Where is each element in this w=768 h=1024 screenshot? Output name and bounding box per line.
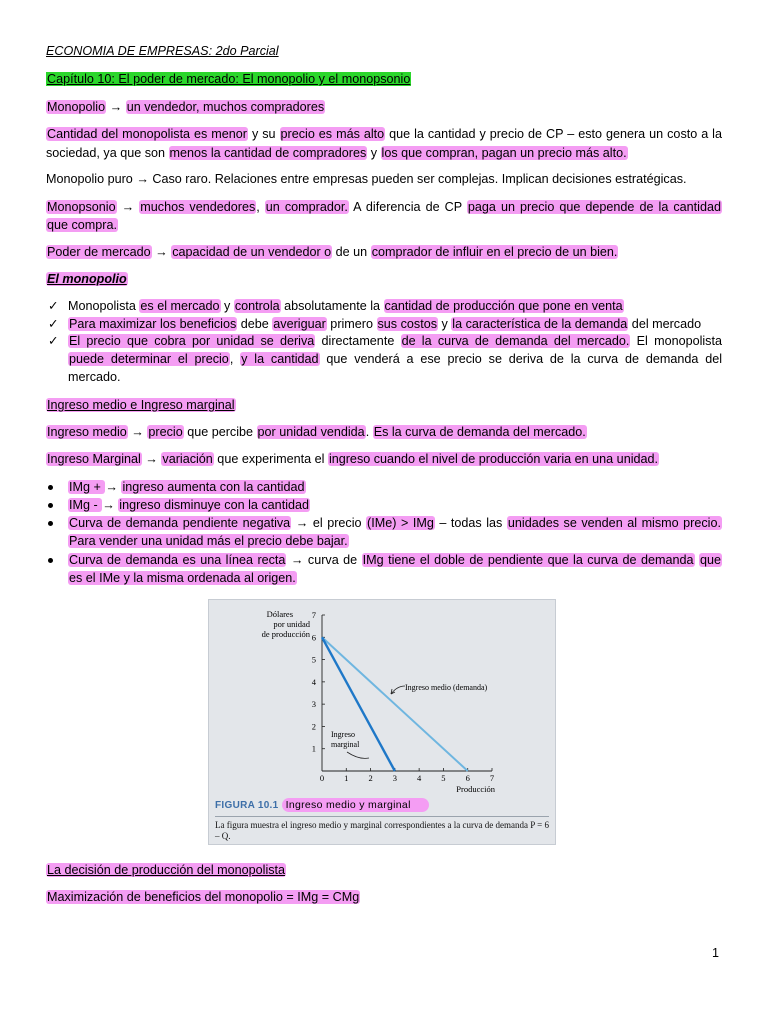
highlight-text: es el IMe y la misma ordenada al origen. [69,571,296,585]
plain-text: sociedad, ya que son [46,146,169,160]
figure-title-text: Ingreso medio y marginal [282,798,429,812]
paragraph-ingreso-marginal [46,450,722,468]
bullet-item-4-line-2 [68,569,722,587]
highlight-text: controla [234,299,280,313]
highlight-text: ingreso aumenta con la cantidad [122,480,305,494]
checkmark-icon: ✓ [48,299,59,313]
label-marginal-line-1: Ingreso [331,730,355,739]
document-title [46,42,722,60]
plain-text: primero [326,317,377,331]
highlight-text: cantidad de producción que pone en venta [384,299,623,313]
highlight-text: de la curva de demanda del mercado. [401,334,630,348]
bullet-icon [48,496,53,514]
highlight-text: (IMe) > IMg [367,516,434,530]
paragraph-monopsonio-line-1 [46,198,722,216]
plain-text: de un [332,245,371,259]
ylabel-line-3: de producción [261,629,310,639]
arrow-text: → [106,100,126,114]
figure-number: FIGURA 10.1 [215,800,279,811]
chapter-title: Capítulo 10: El poder de mercado: El monopolio y el monopsonio [47,72,411,86]
plain-text: El monopolista [630,334,722,348]
highlight-text: IMg tiene el doble de pendiente que la curva de demanda [362,553,694,567]
highlight-text: averiguar [273,317,326,331]
highlight-text: Cantidad del monopolista es menor [47,127,248,141]
bullet-icon [48,514,53,532]
plain-text: , [256,200,265,214]
highlight-text: comprador de influir en el precio de un bien. [371,245,618,259]
highlight-text: y la cantidad [241,352,319,366]
document-title-text: ECONOMIA DE EMPRESAS: 2do Parcial [46,44,279,58]
paragraph-ingreso-medio [46,423,722,441]
section-heading-monopolio [46,270,722,288]
paragraph-poder-mercado [46,243,722,261]
plain-text: y [438,317,452,331]
y-tick-label: 4 [311,676,316,687]
label-pointer-marginal [347,752,369,758]
paragraph-monopolio [46,98,722,116]
y-tick-label: 5 [311,654,316,665]
plain-text: – todas las [434,516,507,530]
highlight-text: ingreso disminuye con la cantidad [119,498,309,512]
plain-text: Monopolio puro → Caso raro. Relaciones entre empresas pueden ser complejas. Implican decisiones estratégicas. [46,172,687,186]
highlight-text: Para maximizar los beneficios [69,317,237,331]
plain-text: y su [248,127,280,141]
y-tick-label: 6 [311,632,316,643]
chart-ticks [312,610,494,783]
check-item-3-line-2 [68,350,722,368]
arrow-text: → [116,200,140,214]
highlight-text: Curva de demanda pendiente negativa [69,516,291,530]
x-tick-label: 3 [392,773,397,783]
highlight-text: sus costos [377,317,437,331]
x-tick-label: 1 [344,773,349,783]
x-tick-label: 7 [489,773,495,783]
highlight-text: que compra. [47,218,118,232]
figure-10-1 [208,599,556,845]
plain-text: que percibe [183,425,257,439]
highlight-text: que [699,553,721,567]
plain-text: A diferencia de CP [348,200,467,214]
definition-text: un vendedor, muchos compradores [126,100,325,114]
highlight-text: Curva de demanda es una línea recta [69,553,286,567]
plain-text: → curva de [286,553,362,567]
highlight-text: Maximización de beneficios del monopolio = IMg = CMg [47,890,360,904]
section-title: El monopolio [47,272,127,286]
section-title: Ingreso medio e Ingreso marginal [47,398,235,412]
highlight-text: Es la curva de demanda del mercado. [373,425,586,439]
plain-text: , [229,352,241,366]
paragraph-cantidad-line-2 [46,144,722,162]
term-poder-de-mercado: Poder de mercado [47,245,151,259]
check-item-2 [68,315,722,333]
section-heading-ingreso [46,396,722,414]
plain-text: → el precio [291,516,367,530]
plain-text: absolutamente la [280,299,384,313]
highlight-text: unidades se venden al mismo precio. [507,516,721,530]
highlight-text: la característica de la demanda [452,317,628,331]
highlight-text: Para vender una unidad más el precio debe bajar. [69,534,348,548]
arrow-text: → [127,425,148,439]
chart-series [322,637,468,771]
revenue-chart [209,600,555,796]
check-item-3-line-1 [68,332,722,350]
plain-text: directamente [315,334,401,348]
highlight-text: El precio que cobra por unidad se deriva [69,334,315,348]
x-tick-label: 0 [319,773,325,783]
plain-text: Monopolista [68,299,140,313]
highlight-text: muchos vendedores [140,200,256,214]
term-monopolio: Monopolio [47,100,106,114]
label-ingreso-medio: Ingreso medio (demanda) [405,683,488,692]
paragraph-maximizacion [46,888,722,906]
x-tick-label: 4 [417,773,422,783]
y-tick-label: 2 [311,721,316,732]
highlight-text: paga un precio que depende de la cantidad [467,200,721,214]
plain-text: que experimenta el [213,452,328,466]
bullet-item-3-line-2 [68,532,722,550]
highlight-text: IMg - [69,498,102,512]
bullet-item-1 [68,478,722,496]
figure-divider [215,816,549,817]
plain-text: y [220,299,234,313]
plain-text: del mercado [628,317,702,331]
figure-caption: La figura muestra el ingreso medio y marginal correspondientes a la curva de demanda P = 6 – Q. [215,820,549,841]
ylabel-line-2: por unidad [273,619,310,629]
paragraph-cantidad-line-1 [46,125,722,143]
term-ingreso-marginal: Ingreso Marginal [47,452,141,466]
checkmark-icon: ✓ [48,334,59,348]
highlight-text: por unidad vendida [257,425,365,439]
bullet-icon [48,478,53,496]
plain-text: y [367,146,381,160]
xlabel: Producción [456,784,495,794]
x-tick-label: 5 [441,773,446,783]
term-ingreso-medio: Ingreso medio [47,425,127,439]
section-title: La decisión de producción del monopolista [47,863,286,877]
highlight-text: un comprador. [265,200,348,214]
highlight-text: precio [148,425,183,439]
ylabel-line-1: Dólares [266,609,293,619]
bullet-item-3-line-1 [68,514,722,532]
figure-title [215,799,429,811]
label-marginal-line-2: marginal [331,740,360,749]
plain-text: debe [237,317,273,331]
series-ingreso-medio-line [322,637,468,771]
arrow-text: → [151,245,172,259]
highlight-text: precio es más alto [280,127,385,141]
highlight-text: puede determinar el precio [69,352,229,366]
highlight-text: variación [162,452,213,466]
check-item-1 [68,297,722,315]
highlight-text: menos la cantidad de compradores [169,146,367,160]
plain-text: que la cantidad y precio de CP – esto genera un costo a la [385,127,722,141]
arrow-text: → [141,452,162,466]
series-ingreso-marginal-line [322,637,395,771]
highlight-text: es el mercado [140,299,220,313]
page-number: 1 [712,946,720,960]
bullet-icon [48,551,53,569]
plain-text: que venderá a ese precio se deriva de la curva de demanda del [319,352,722,366]
x-tick-label: 2 [368,773,373,783]
checkmark-icon: ✓ [48,317,59,331]
y-tick-label: 1 [311,743,316,754]
highlight-text: ingreso cuando el nivel de producción varia en una unidad. [328,452,659,466]
x-tick-label: 6 [465,773,470,783]
bullet-item-2 [68,496,722,514]
section-heading-decision [46,861,722,879]
y-tick-label: 7 [311,610,316,620]
bullet-item-4-line-1 [68,551,722,569]
y-tick-label: 3 [311,699,316,710]
plain-text: mercado. [68,370,121,384]
chapter-heading [46,70,722,88]
plain-text: . [365,425,373,439]
paragraph-monopolio-puro [46,170,722,188]
arrow-text: → [102,498,119,512]
check-item-3-line-3 [68,368,722,386]
highlight-text: capacidad de un vendedor o [172,245,332,259]
highlight-text: los que compran, pagan un precio más alto. [381,146,627,160]
paragraph-monopsonio-line-2 [46,216,722,234]
highlight-text: IMg + [69,480,105,494]
term-monopsonio: Monopsonio [47,200,116,214]
arrow-text: → [105,480,122,494]
